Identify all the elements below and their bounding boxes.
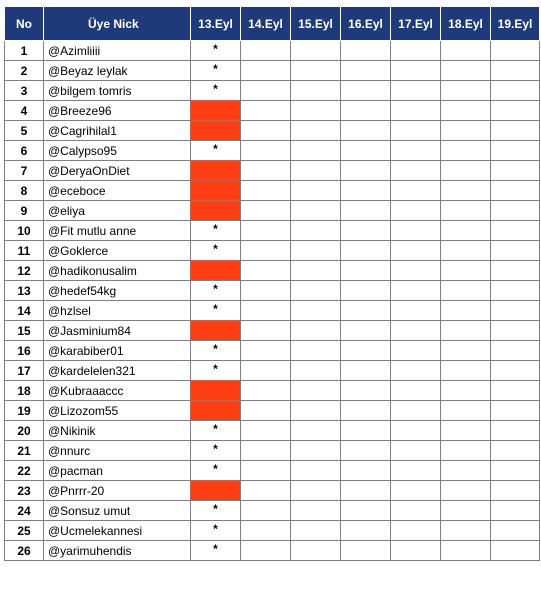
table-row [5, 101, 540, 121]
day-14-cell [241, 121, 291, 141]
day-18-cell [441, 81, 491, 101]
day-16-cell [341, 441, 391, 461]
day-13-missed-cell [191, 101, 241, 121]
member-nick: @Fit mutlu anne [44, 221, 191, 241]
day-13-mark: * [213, 241, 218, 256]
day-15-cell [291, 281, 341, 301]
day-19-cell [491, 141, 540, 161]
day-15-cell [291, 461, 341, 481]
row-number: 25 [5, 521, 44, 541]
day-18-cell [441, 401, 491, 421]
day-18-cell [441, 381, 491, 401]
row-number: 8 [5, 181, 44, 201]
day-19-cell [491, 221, 540, 241]
member-nick: @yarimuhendis [44, 541, 191, 561]
day-16-cell [341, 461, 391, 481]
day-19-cell [491, 321, 540, 341]
day-18-cell [441, 521, 491, 541]
day-13-mark: * [213, 141, 218, 156]
table-row [5, 321, 540, 341]
day-16-cell [341, 121, 391, 141]
header-day-14: 14.Eyl [241, 7, 291, 41]
day-15-cell [291, 261, 341, 281]
row-number: 9 [5, 201, 44, 221]
day-17-cell [391, 341, 441, 361]
row-number: 17 [5, 361, 44, 381]
day-19-cell [491, 441, 540, 461]
table-row [5, 521, 540, 541]
day-15-cell [291, 361, 341, 381]
table-row [5, 381, 540, 401]
table-row [5, 121, 540, 141]
member-nick: @Ucmelekannesi [44, 521, 191, 541]
day-14-cell [241, 161, 291, 181]
day-17-cell [391, 261, 441, 281]
day-16-cell [341, 381, 391, 401]
day-17-cell [391, 141, 441, 161]
day-14-cell [241, 141, 291, 161]
day-15-cell [291, 441, 341, 461]
table-row [5, 161, 540, 181]
day-17-cell [391, 41, 441, 61]
day-17-cell [391, 101, 441, 121]
table-row [5, 401, 540, 421]
row-number: 4 [5, 101, 44, 121]
day-17-cell [391, 361, 441, 381]
day-19-cell [491, 61, 540, 81]
row-number: 19 [5, 401, 44, 421]
day-13-done-cell [191, 341, 241, 361]
day-14-cell [241, 361, 291, 381]
member-nick: @hadikonusalim [44, 261, 191, 281]
day-16-cell [341, 221, 391, 241]
day-16-cell [341, 301, 391, 321]
day-13-missed-cell [191, 401, 241, 421]
day-19-cell [491, 341, 540, 361]
day-15-cell [291, 181, 341, 201]
row-number: 5 [5, 121, 44, 141]
member-nick: @Jasminium84 [44, 321, 191, 341]
day-16-cell [341, 101, 391, 121]
day-18-cell [441, 141, 491, 161]
day-18-cell [441, 261, 491, 281]
day-14-cell [241, 521, 291, 541]
day-13-mark: * [213, 441, 218, 456]
day-13-mark: * [213, 361, 218, 376]
table-header [5, 7, 540, 41]
day-15-cell [291, 541, 341, 561]
table-row [5, 181, 540, 201]
day-13-done-cell [191, 61, 241, 81]
day-19-cell [491, 501, 540, 521]
table-row [5, 421, 540, 441]
day-14-cell [241, 481, 291, 501]
day-19-cell [491, 481, 540, 501]
day-18-cell [441, 61, 491, 81]
day-15-cell [291, 161, 341, 181]
day-15-cell [291, 481, 341, 501]
day-19-cell [491, 241, 540, 261]
row-number: 13 [5, 281, 44, 301]
day-16-cell [341, 341, 391, 361]
day-18-cell [441, 101, 491, 121]
day-14-cell [241, 261, 291, 281]
member-nick: @Azimliiii [44, 41, 191, 61]
day-14-cell [241, 401, 291, 421]
day-16-cell [341, 281, 391, 301]
day-18-cell [441, 301, 491, 321]
day-14-cell [241, 81, 291, 101]
day-15-cell [291, 121, 341, 141]
day-18-cell [441, 181, 491, 201]
day-14-cell [241, 321, 291, 341]
day-13-done-cell [191, 501, 241, 521]
row-number: 12 [5, 261, 44, 281]
member-nick: @Pnrrr-20 [44, 481, 191, 501]
table-row [5, 81, 540, 101]
day-14-cell [241, 441, 291, 461]
day-15-cell [291, 241, 341, 261]
member-nick: @DeryaOnDiet [44, 161, 191, 181]
day-18-cell [441, 121, 491, 141]
day-18-cell [441, 481, 491, 501]
day-19-cell [491, 421, 540, 441]
day-13-mark: * [213, 41, 218, 56]
row-number: 23 [5, 481, 44, 501]
day-18-cell [441, 221, 491, 241]
table-row [5, 341, 540, 361]
day-17-cell [391, 221, 441, 241]
header-nick: Üye Nick [44, 7, 191, 41]
table-row [5, 281, 540, 301]
member-nick: @eceboce [44, 181, 191, 201]
day-13-done-cell [191, 221, 241, 241]
member-nick: @bilgem tomris [44, 81, 191, 101]
day-19-cell [491, 301, 540, 321]
row-number: 6 [5, 141, 44, 161]
day-16-cell [341, 481, 391, 501]
day-19-cell [491, 101, 540, 121]
table-row [5, 241, 540, 261]
day-13-mark: * [213, 221, 218, 236]
member-nick: @Goklerce [44, 241, 191, 261]
header-day-17: 17.Eyl [391, 7, 441, 41]
day-14-cell [241, 461, 291, 481]
header-day-13: 13.Eyl [191, 7, 241, 41]
day-15-cell [291, 301, 341, 321]
member-nick: @Lizozom55 [44, 401, 191, 421]
table-row [5, 141, 540, 161]
day-15-cell [291, 221, 341, 241]
day-17-cell [391, 61, 441, 81]
day-18-cell [441, 361, 491, 381]
day-13-missed-cell [191, 161, 241, 181]
header-day-19: 19.Eyl [491, 7, 540, 41]
table-row [5, 361, 540, 381]
day-16-cell [341, 81, 391, 101]
table-row [5, 261, 540, 281]
day-13-done-cell [191, 541, 241, 561]
member-nick: @eliya [44, 201, 191, 221]
day-16-cell [341, 161, 391, 181]
day-16-cell [341, 401, 391, 421]
day-15-cell [291, 61, 341, 81]
day-18-cell [441, 161, 491, 181]
table-row [5, 541, 540, 561]
day-13-done-cell [191, 361, 241, 381]
day-13-missed-cell [191, 321, 241, 341]
day-17-cell [391, 421, 441, 441]
day-13-mark: * [213, 461, 218, 476]
day-19-cell [491, 41, 540, 61]
day-13-mark: * [213, 541, 218, 556]
row-number: 2 [5, 61, 44, 81]
day-16-cell [341, 361, 391, 381]
day-17-cell [391, 401, 441, 421]
day-16-cell [341, 241, 391, 261]
member-nick: @karabiber01 [44, 341, 191, 361]
day-18-cell [441, 501, 491, 521]
day-13-done-cell [191, 461, 241, 481]
day-14-cell [241, 181, 291, 201]
header-day-18: 18.Eyl [441, 7, 491, 41]
day-13-missed-cell [191, 121, 241, 141]
day-17-cell [391, 541, 441, 561]
day-14-cell [241, 381, 291, 401]
row-number: 14 [5, 301, 44, 321]
day-18-cell [441, 201, 491, 221]
day-15-cell [291, 521, 341, 541]
day-19-cell [491, 161, 540, 181]
day-15-cell [291, 421, 341, 441]
day-13-missed-cell [191, 181, 241, 201]
header-row [5, 7, 540, 41]
day-14-cell [241, 341, 291, 361]
day-13-done-cell [191, 441, 241, 461]
day-13-mark: * [213, 341, 218, 356]
day-13-missed-cell [191, 381, 241, 401]
day-14-cell [241, 201, 291, 221]
day-13-done-cell [191, 81, 241, 101]
day-17-cell [391, 381, 441, 401]
day-15-cell [291, 501, 341, 521]
day-14-cell [241, 101, 291, 121]
row-number: 22 [5, 461, 44, 481]
member-nick: @nnurc [44, 441, 191, 461]
day-18-cell [441, 281, 491, 301]
day-16-cell [341, 201, 391, 221]
day-19-cell [491, 521, 540, 541]
member-nick: @pacman [44, 461, 191, 481]
day-16-cell [341, 261, 391, 281]
attendance-table [4, 6, 540, 561]
day-18-cell [441, 441, 491, 461]
day-19-cell [491, 461, 540, 481]
day-17-cell [391, 201, 441, 221]
day-17-cell [391, 241, 441, 261]
row-number: 24 [5, 501, 44, 521]
day-17-cell [391, 321, 441, 341]
day-14-cell [241, 421, 291, 441]
member-nick: @hzlsel [44, 301, 191, 321]
day-15-cell [291, 381, 341, 401]
day-18-cell [441, 341, 491, 361]
day-16-cell [341, 321, 391, 341]
member-nick: @hedef54kg [44, 281, 191, 301]
day-13-mark: * [213, 421, 218, 436]
day-14-cell [241, 41, 291, 61]
day-17-cell [391, 161, 441, 181]
day-18-cell [441, 241, 491, 261]
day-19-cell [491, 401, 540, 421]
day-16-cell [341, 421, 391, 441]
table-row [5, 461, 540, 481]
day-16-cell [341, 141, 391, 161]
day-15-cell [291, 321, 341, 341]
day-14-cell [241, 541, 291, 561]
table-body [5, 41, 540, 561]
row-number: 11 [5, 241, 44, 261]
day-16-cell [341, 541, 391, 561]
day-16-cell [341, 41, 391, 61]
header-no: No [5, 7, 44, 41]
day-13-mark: * [213, 301, 218, 316]
row-number: 26 [5, 541, 44, 561]
day-15-cell [291, 341, 341, 361]
day-13-done-cell [191, 281, 241, 301]
member-nick: @Breeze96 [44, 101, 191, 121]
day-19-cell [491, 201, 540, 221]
day-13-done-cell [191, 421, 241, 441]
table-row [5, 441, 540, 461]
row-number: 18 [5, 381, 44, 401]
day-17-cell [391, 301, 441, 321]
day-17-cell [391, 181, 441, 201]
row-number: 20 [5, 421, 44, 441]
day-15-cell [291, 141, 341, 161]
day-16-cell [341, 501, 391, 521]
day-16-cell [341, 61, 391, 81]
day-13-done-cell [191, 141, 241, 161]
day-17-cell [391, 481, 441, 501]
day-13-mark: * [213, 81, 218, 96]
table-row [5, 301, 540, 321]
day-13-missed-cell [191, 201, 241, 221]
table-row [5, 201, 540, 221]
day-15-cell [291, 41, 341, 61]
day-19-cell [491, 261, 540, 281]
day-19-cell [491, 281, 540, 301]
day-15-cell [291, 81, 341, 101]
day-18-cell [441, 41, 491, 61]
day-19-cell [491, 361, 540, 381]
member-nick: @Beyaz leylak [44, 61, 191, 81]
member-nick: @kardelelen321 [44, 361, 191, 381]
day-19-cell [491, 181, 540, 201]
day-14-cell [241, 241, 291, 261]
day-19-cell [491, 121, 540, 141]
day-17-cell [391, 81, 441, 101]
row-number: 3 [5, 81, 44, 101]
day-17-cell [391, 521, 441, 541]
day-13-missed-cell [191, 481, 241, 501]
day-13-mark: * [213, 281, 218, 296]
day-14-cell [241, 221, 291, 241]
day-19-cell [491, 541, 540, 561]
row-number: 1 [5, 41, 44, 61]
table-row [5, 501, 540, 521]
day-19-cell [491, 81, 540, 101]
day-15-cell [291, 401, 341, 421]
member-nick: @Nikinik [44, 421, 191, 441]
row-number: 10 [5, 221, 44, 241]
day-18-cell [441, 421, 491, 441]
day-15-cell [291, 101, 341, 121]
member-nick: @Calypso95 [44, 141, 191, 161]
row-number: 15 [5, 321, 44, 341]
day-18-cell [441, 541, 491, 561]
member-nick: @Cagrihilal1 [44, 121, 191, 141]
day-14-cell [241, 61, 291, 81]
day-17-cell [391, 121, 441, 141]
day-18-cell [441, 321, 491, 341]
day-15-cell [291, 201, 341, 221]
day-14-cell [241, 301, 291, 321]
table-row [5, 61, 540, 81]
day-13-done-cell [191, 41, 241, 61]
day-16-cell [341, 521, 391, 541]
day-13-mark: * [213, 521, 218, 536]
table-row [5, 221, 540, 241]
day-13-done-cell [191, 241, 241, 261]
day-17-cell [391, 441, 441, 461]
row-number: 21 [5, 441, 44, 461]
table-row [5, 481, 540, 501]
day-13-mark: * [213, 501, 218, 516]
day-18-cell [441, 461, 491, 481]
day-17-cell [391, 501, 441, 521]
member-nick: @Kubraaaccc [44, 381, 191, 401]
member-nick: @Sonsuz umut [44, 501, 191, 521]
row-number: 7 [5, 161, 44, 181]
day-13-done-cell [191, 301, 241, 321]
day-14-cell [241, 501, 291, 521]
table-row [5, 41, 540, 61]
day-19-cell [491, 381, 540, 401]
header-day-15: 15.Eyl [291, 7, 341, 41]
day-13-missed-cell [191, 261, 241, 281]
day-14-cell [241, 281, 291, 301]
day-16-cell [341, 181, 391, 201]
day-17-cell [391, 461, 441, 481]
row-number: 16 [5, 341, 44, 361]
day-17-cell [391, 281, 441, 301]
header-day-16: 16.Eyl [341, 7, 391, 41]
day-13-mark: * [213, 61, 218, 76]
day-13-done-cell [191, 521, 241, 541]
